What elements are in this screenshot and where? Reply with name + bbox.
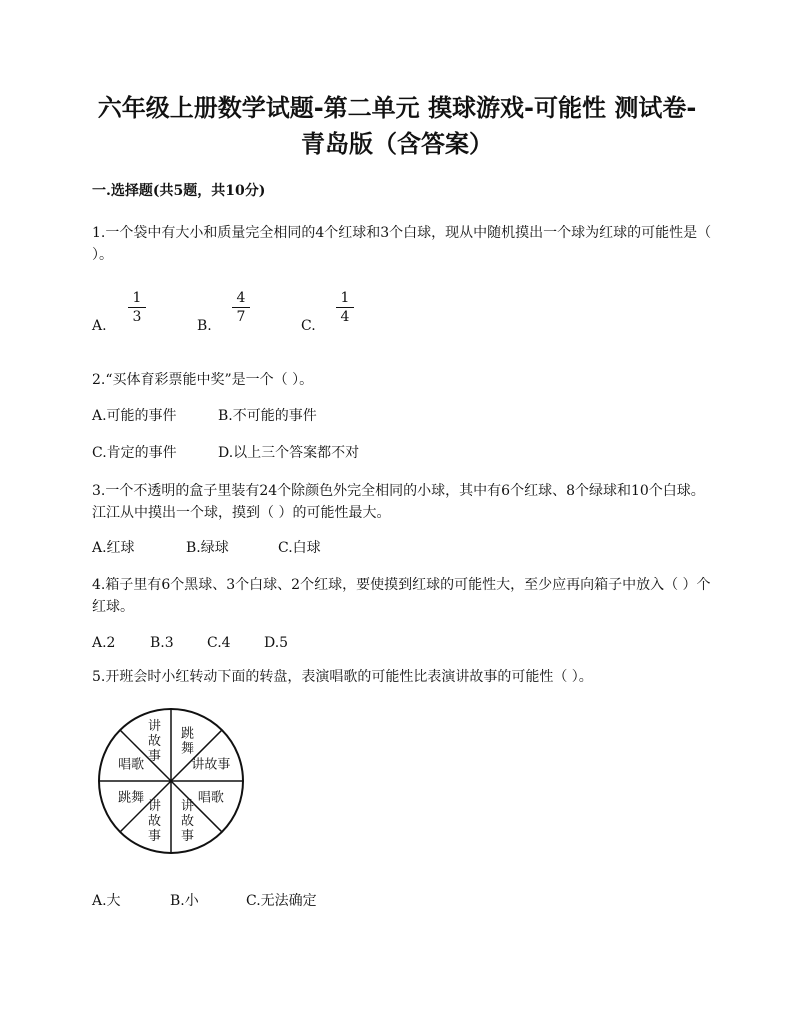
spinner-sector-label: 唱歌: [118, 757, 145, 773]
title-line-1: 六年级上册数学试题-第二单元 摸球游戏-可能性 测试卷-: [97, 94, 697, 122]
q4-option-b: B.3: [150, 635, 174, 651]
q2-option-d: D.以上三个答案都不对: [218, 445, 360, 461]
spinner-lines: [99, 709, 243, 853]
question-2-text: 2.“买体育彩票能中奖”是一个（ ）。: [92, 372, 314, 388]
spinner-wheel: [96, 706, 246, 856]
q1-option-a-fraction: [128, 290, 146, 325]
q3-option-a: A.红球: [92, 540, 135, 556]
q3-options: [92, 538, 321, 558]
section-heading: 一.选择题(共5题，共10分): [92, 183, 266, 199]
spinner-divider: [120, 730, 171, 781]
q1-option-a-label: A.: [92, 318, 107, 334]
spinner-sector-label: 跳舞: [118, 790, 145, 806]
q1-option-b-fraction: [232, 290, 250, 325]
q1-option-c-fraction: [336, 290, 354, 325]
spinner-sector-label: 讲故事: [147, 798, 161, 844]
q1-option-c-numerator: 1: [336, 290, 354, 308]
question-1-text: 1.一个袋中有大小和质量完全相同的4个红球和3个白球，现从中随机摸出一个球为红球的可能性是（ ）。: [92, 225, 712, 263]
q1-option-b-numerator: 4: [232, 290, 250, 308]
q5-options: [92, 891, 317, 911]
spinner-sector-label: 唱歌: [197, 790, 224, 806]
q4-option-a: A.2: [92, 635, 116, 651]
spinner-divider: [171, 781, 222, 832]
question-4-text: 4.箱子里有6个黑球、3个白球、2个红球，要使摸到红球的可能性大，至少应再向箱子中放入（ ）个红球。: [92, 577, 711, 615]
q2-option-c: C.肯定的事件: [92, 445, 177, 461]
q1-option-a-numerator: 1: [128, 290, 146, 308]
q1-option-c-label: C.: [301, 318, 316, 334]
q5-option-c: C.无法确定: [246, 893, 317, 909]
spinner-sector-label: 讲故事: [147, 719, 161, 765]
q3-option-b: B.绿球: [186, 540, 229, 556]
q3-option-c: C.白球: [278, 540, 321, 556]
q5-option-a: A.大: [92, 893, 121, 909]
q4-options: [92, 633, 288, 653]
title-line-2: 青岛版（含答案）: [301, 130, 493, 158]
question-3-text: 3.一个不透明的盒子里装有24个除颜色外完全相同的小球，其中有6个红球、8个绿球和10个白球。江江从中摸出一个球，摸到（ ）的可能性最大。: [92, 483, 705, 521]
q4-option-d: D.5: [264, 635, 289, 651]
spinner-divider: [171, 730, 222, 781]
question-5-text: 5.开班会时小红转动下面的转盘，表演唱歌的可能性比表演讲故事的可能性（ ）。: [92, 669, 593, 685]
q2-options-row-1: [92, 406, 317, 426]
spinner-divider: [120, 781, 171, 832]
q5-option-b: B.小: [170, 893, 199, 909]
q1-option-c-denominator: 4: [340, 309, 350, 325]
spinner-sector-label: 讲故事: [191, 757, 231, 773]
q4-option-c: C.4: [207, 635, 231, 651]
spinner-sector-label: 讲故事: [181, 798, 195, 844]
page-title: [60, 90, 734, 162]
spinner-sector-label: 跳舞: [181, 726, 195, 757]
q2-options-row-2: [92, 443, 359, 463]
q1-option-b-denominator: 7: [236, 309, 246, 325]
q2-option-a: A.可能的事件: [92, 408, 177, 424]
q2-option-b: B.不可能的事件: [218, 408, 317, 424]
q1-option-b-label: B.: [197, 318, 212, 334]
q1-option-a-denominator: 3: [132, 309, 142, 325]
